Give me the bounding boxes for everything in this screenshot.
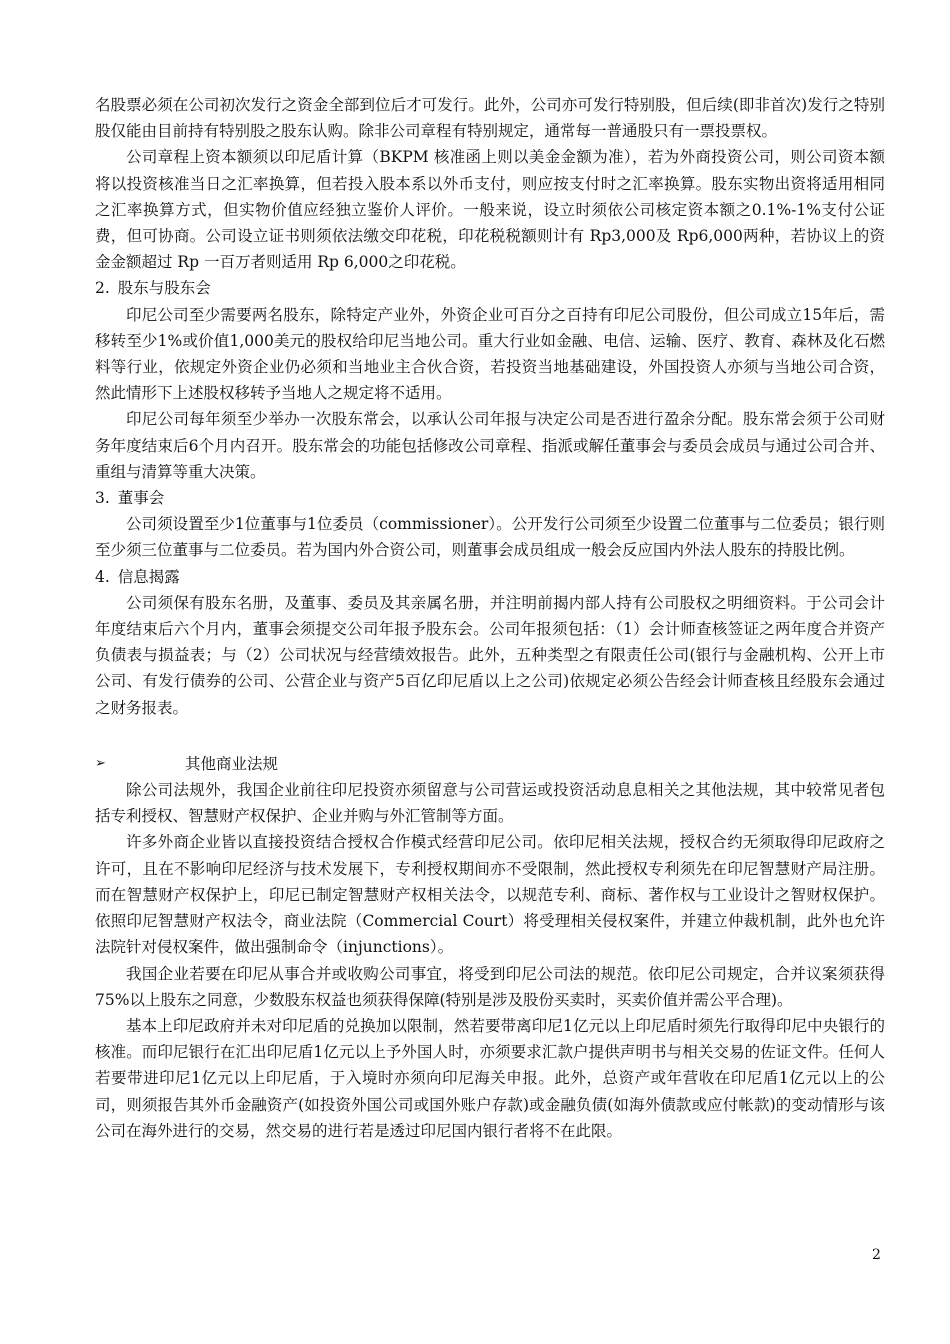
section-number: 2. bbox=[95, 279, 110, 298]
paragraph: 我国企业若要在印尼从事合并或收购公司事宜，将受到印尼公司法的规范。依印尼公司规定，合并议案须获得75%以上股东之同意，少数股东权益也须获得保障(特别是涉及股份买卖时，买卖价值并需公平合理)。 bbox=[95, 964, 885, 1009]
arrow-bullet-icon: ➢ bbox=[95, 755, 106, 771]
paragraph: 印尼公司每年须至少举办一次股东常会，以承认公司年报与决定公司是否进行盈余分配。股东常会须于公司财务年度结束后6个月内召开。股东常会的功能包括修改公司章程、指派或解任董事会与委员会成员与通过公司合并、重组与清算等重大决策。 bbox=[95, 410, 885, 481]
paragraph: 基本上印尼政府并未对印尼盾的兑换加以限制，然若要带离印尼1亿元以上印尼盾时须先行取得印尼中央银行的核准。而印尼银行在汇出印尼盾1亿元以上予外国人时，亦须要求汇款户提供声明书与相关交易的佐证文件。任何人若要带进印尼1亿元以上印尼盾，于入境时亦须向印尼海关申报。此外，总资产或年营收在印尼盾1亿元以上的公司，则须报告其外币金融资产(如投资外国公司或国外账户存款)或金融负债(如海外债款或应付帐款)的变动情形与该公司在海外进行的交易，然交易的进行若是透过印尼国内银行者将不在此限。 bbox=[95, 1016, 885, 1140]
section-number: 3. bbox=[95, 489, 110, 508]
section-title: 其他商业法规 bbox=[185, 754, 279, 773]
paragraph: 公司章程上资本额须以印尼盾计算（BKPM 核准函上则以美金金额为准），若为外商投资公司，则公司资本额将以投资核准当日之汇率换算，但若投入股本系以外币支付，则应按支付时之汇率换算。股东实物出资将适用相同之汇率换算方式，但实物价值应经独立鉴价人评价。一般来说，设立时须依公司核定资本额之0.1%-1%支付公证费，但可协商。公司设立证书则须依法缴交印花税，印花税税额则计有 Rp3,000及 Rp6,000两种，若协议上的资金金额超过 Rp 一百万者则适用 Rp 6,000之印花税。 bbox=[95, 148, 885, 272]
blank-line bbox=[95, 721, 885, 751]
paragraph: 除公司法规外，我国企业前往印尼投资亦须留意与公司营运或投资活动息息相关之其他法规，其中较常见者包括专利授权、智慧财产权保护、企业并购与外汇管制等方面。 bbox=[95, 781, 885, 826]
section-heading-disclosure bbox=[95, 564, 885, 590]
paragraph: 公司须设置至少1位董事与1位委员（commissioner）。公开发行公司须至少设置二位董事与二位委员；银行则至少须三位董事与二位委员。若为国内外合资公司，则董事会成员组成一般会反应国内外法人股东的持股比例。 bbox=[95, 515, 885, 560]
section-heading-other-regulations bbox=[95, 751, 885, 777]
section-heading-shareholders bbox=[95, 275, 885, 301]
section-title: 股东与股东会 bbox=[117, 279, 211, 298]
page-number: 2 bbox=[872, 1247, 881, 1263]
paragraph: 许多外商企业皆以直接投资结合授权合作模式经营印尼公司。依印尼相关法规，授权合约无须取得印尼政府之许可，且在不影响印尼经济与技术发展下，专利授权期间亦不受限制，然此授权专利须先在印尼智慧财产局注册。而在智慧财产权保护上，印尼已制定智慧财产权相关法令，以规范专利、商标、著作权与工业设计之智财权保护。依照印尼智慧财产权法令，商业法院（Commercial Court）将受理相关侵权案件，并建立仲裁机制，此外也允许法院针对侵权案件，做出强制命令（injunctions）。 bbox=[95, 833, 885, 957]
section-title: 董事会 bbox=[117, 489, 165, 508]
paragraph: 公司须保有股东名册，及董事、委员及其亲属名册，并注明前揭内部人持有公司股权之明细资料。于公司会计年度结束后六个月内，董事会须提交公司年报予股东会。公司年报须包括：（1）会计师查核签证之两年度合并资产负债表与损益表；与（2）公司状况与经营绩效报告。此外，五种类型之有限责任公司(银行与金融机构、公开上市公司、有发行债券的公司、公营企业与资产5百亿印尼盾以上之公司)依规定必须公告经会计师查核且经股东会通过之财务报表。 bbox=[95, 593, 885, 717]
paragraph: 名股票必须在公司初次发行之资金全部到位后才可发行。此外，公司亦可发行特别股，但后续(即非首次)发行之特别股仅能由目前持有特别股之股东认购。除非公司章程有特别规定，通常每一普通股只有一票投票权。 bbox=[95, 96, 885, 141]
section-title: 信息揭露 bbox=[117, 567, 180, 586]
section-heading-board bbox=[95, 485, 885, 511]
section-number: 4. bbox=[95, 567, 110, 586]
document-body bbox=[95, 92, 885, 1144]
paragraph: 印尼公司至少需要两名股东，除特定产业外，外资企业可百分之百持有印尼公司股份，但公司成立15年后，需移转至少1%或价值1,000美元的股权给印尼当地公司。重大行业如金融、电信、运输、医疗、教育、森林及化石燃料等行业，依规定外资企业仍必须和当地业主合伙合资，若投资当地基础建设，外国投资人亦须与当地公司合资，然此情形下上述股权移转予当地人之规定将不适用。 bbox=[95, 305, 885, 403]
